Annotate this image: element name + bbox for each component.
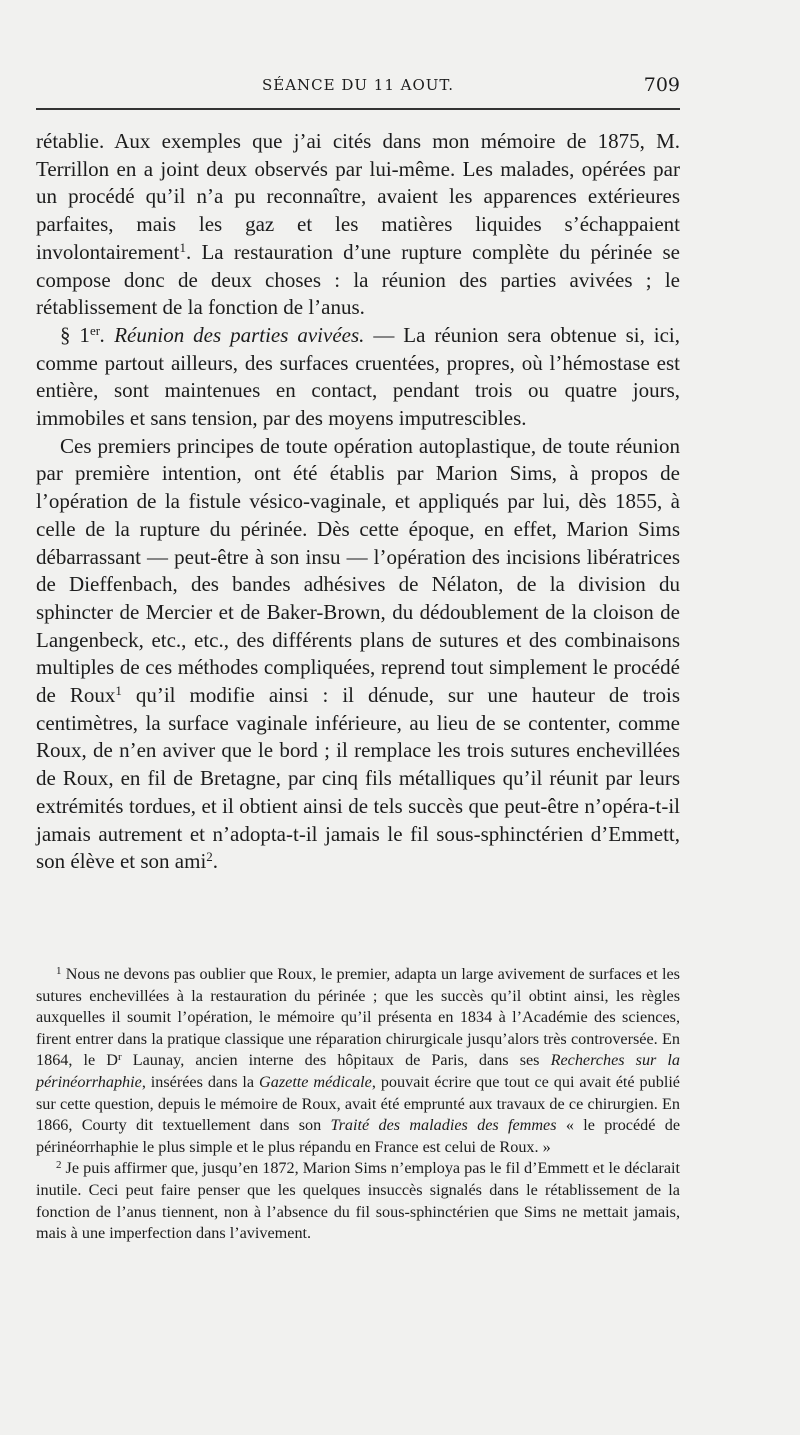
paragraph-3 xyxy=(36,433,680,876)
text-span: — La réunion sera obtenue si, ici, comme partout ailleurs, des surfaces cruentées, propres, où l’hémostase est entière, sont maintenues en contact, pendant trois ou quatre jours, immobiles et sans tension, par des moyens imputrescibles. xyxy=(36,322,681,431)
paragraph-2 xyxy=(36,322,680,433)
footnote-1 xyxy=(36,964,680,1158)
text-span: Je puis affirmer que, jusqu’en 1872, Marion Sims n’employa pas le fil d’Emmett et le déclarait inutile. Ceci peut faire penser que les quelques insuccès signalés dans le rétablissement de la fonction de l’anus tiennent, non à l’absence du fil sous-sphinctérien que Sims ne mettait jamais, mais à une imperfection dans l’avivement. xyxy=(36,1159,680,1243)
text-span: « le procédé de périnéorrhaphie le plus simple et le plus répandu en France est celui de Roux. » xyxy=(36,1116,681,1156)
text-span: Nous ne devons pas oublier que Roux, le premier, adapta un large avivement de surfaces et les sutures enchevillées à la restauration du périnée ; que les succès qu’il obtint ainsi, les règles auxquelles il soumit l’opération, le mémoire qu’il présenta en 1834 à l’Académie des sciences, firent entrer dans la pratique classique une réparation chirurgicale jusqu’alors très controversée. En 1864, le D xyxy=(36,965,680,1070)
main-text xyxy=(36,128,680,876)
page-header xyxy=(36,74,680,100)
text-span: rétablie. Aux exemples que j’ai cités dans mon mémoire de 1875, M. Terrillon en a joint deux observés par lui-même. Les malades, opérées par un procédé qu’il n’a pu reconnaître, avaient les apparences extérieures parfaites, mais les gaz et les matières liquides s’échappaient involontairement xyxy=(36,129,680,264)
text-span: Launay, ancien interne des hôpitaux de Paris, dans ses xyxy=(121,1051,551,1070)
footnote-ref: 1 xyxy=(115,683,122,699)
work-title: Traité des maladies des femmes xyxy=(330,1116,557,1135)
work-title: Gazette médicale xyxy=(259,1072,372,1091)
text-span: Ces premiers principes de toute opération autoplastique, de toute réunion par première intention, ont été établis par Marion Sims, à propos de l’opération de la fistule vésico-vaginale, et appliqués par lui, dès 1855, à celle de la rupture du périnée. Dès cette époque, en effet, Marion Sims débarrassant — peut-être à son insu — l’opération des incisions libératrices de Dieffenbach, des bandes adhésives de Nélaton, de la division du sphincter de Mercier et de Baker-Brown, du dédoublement de la cloison de Langenbeck, etc., etc., des différents plans de sutures et des combinaisons multiples de ces méthodes compliquées, reprend tout simplement le procédé de Roux xyxy=(36,433,680,708)
text-span: . xyxy=(212,849,219,874)
section-mark: § 1 xyxy=(60,322,90,347)
footnote-ref: 1 xyxy=(179,239,186,255)
page-number: 709 xyxy=(643,74,680,96)
footnote-mark: 2 xyxy=(56,1159,62,1172)
paragraph-1 xyxy=(36,128,680,322)
running-head: SÉANCE DU 11 AOUT. xyxy=(261,76,454,94)
ordinal-suffix: er xyxy=(89,322,101,338)
header-rule xyxy=(36,108,680,110)
text-span: qu’il modifie ainsi : il dénude, sur une hauteur de trois centimètres, la surface vaginale inférieure, au lieu de se contenter, comme Roux, de n’en aviver que le bord ; il remplace les trois sutures enchevillées de Roux, en fil de Bretagne, par cinq fils métalliques qu’il réunit par leurs extrémités tordues, et il obtient ainsi de tels succès que peut-être n’opéra-t-il jamais autrement et n’adopta-t-il jamais le fil sous-sphinctérien d’Emmett, son élève et son ami xyxy=(36,683,681,874)
footnote-mark: 1 xyxy=(56,965,62,977)
footnotes xyxy=(36,964,680,1245)
work-title: Recherches sur la périnéorrhaphie xyxy=(36,1051,681,1091)
text-span: . La restauration d’une rupture complète du périnée se compose donc de deux choses : la réunion des parties avivées ; le rétablissement de la fonction de l’anus. xyxy=(36,239,680,320)
footnote-2 xyxy=(36,1158,680,1244)
text-span: , pouvait écrire que tout ce qui avait été publié sur cette question, depuis le mémoire de Roux, avait été emprunté aux travaux de ce chirurgien. En 1866, Courty dit textuellement dans son xyxy=(36,1072,680,1135)
footnote-ref: 2 xyxy=(206,849,213,865)
text-span: , insérées dans la xyxy=(141,1072,260,1091)
section-title: . Réunion des parties avivées. xyxy=(100,322,365,347)
abbrev-suffix: r xyxy=(117,1051,122,1064)
